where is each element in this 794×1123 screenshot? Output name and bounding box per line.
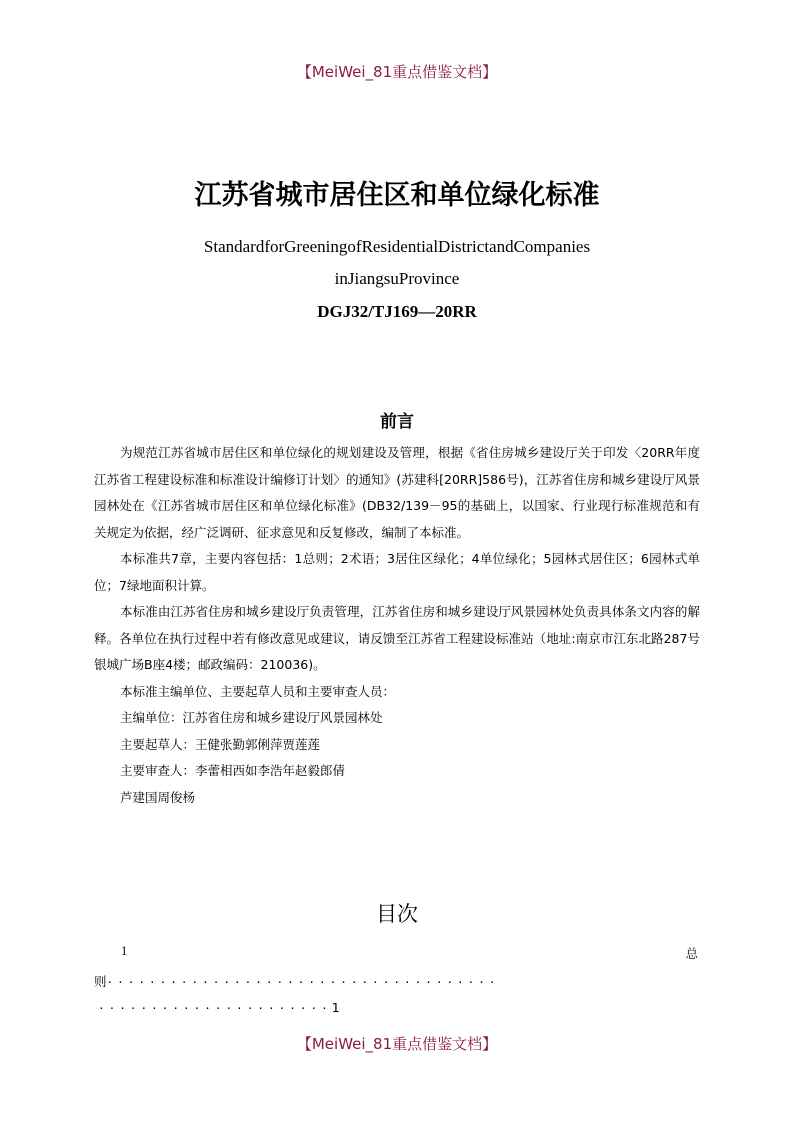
preface-body	[94, 440, 700, 811]
footer-watermark: 【MeiWei_81重点借鉴文档】	[296, 1035, 498, 1053]
toc-entry-page: 1	[331, 1000, 340, 1015]
toc-entry-line-1	[94, 972, 700, 990]
toc-entry-line-2	[98, 1000, 340, 1015]
toc-entry-number: 1	[121, 944, 128, 958]
toc-entry-char-start: 则	[94, 974, 107, 989]
preface-paragraph: 主要审查人：李蕾相西如李浩年赵毅郎倩	[120, 763, 346, 778]
header-watermark: 【MeiWei_81重点借鉴文档】	[296, 63, 498, 81]
toc-dots: ·····································	[106, 976, 500, 989]
document-title: 江苏省城市居住区和单位绿化标准	[194, 180, 600, 211]
preface-paragraph: 本标准主编单位、主要起草人员和主要审查人员：	[120, 683, 396, 699]
standard-code: DGJ32/TJ169—20RR	[317, 302, 477, 321]
toc-dots: ······················	[98, 1002, 332, 1015]
toc-entry-char-end: 总	[685, 946, 698, 961]
preface-paragraph: 本标准共7章，主要内容包括：1总则；2术语；3居住区绿化；4单位绿化；5园林式居住区；6园林式单位；7绿地面积计算。	[94, 551, 700, 593]
preface-paragraph: 主编单位：江苏省住房和城乡建设厅风景园林处	[120, 710, 383, 725]
preface-heading: 前言	[380, 412, 414, 432]
preface-paragraph: 主要起草人：王健张勤郭俐萍贾莲莲	[120, 736, 321, 752]
preface-paragraph: 为规范江苏省城市居住区和单位绿化的规划建设及管理，根据《省住房城乡建设厅关于印发〈20RR年度江苏省工程建设标准和标准设计编修订计划〉的通知》(苏建科[20RR]586号)，江苏省住房和城乡建设厅风景园林处在《江苏省城市居住区和单位绿化标准》(DB32/139－95的基础上，以国家、行业现行标准规范和有关规定为依据，经广泛调研、征求意见和反复修改，编制了本标准。	[94, 445, 700, 540]
toc-heading: 目次	[376, 902, 418, 926]
english-title-line-1: StandardforGreeningofResidentialDistrictandCompanies	[203, 237, 591, 256]
preface-paragraph: 芦建国周俊杨	[120, 789, 196, 805]
english-title-line-2: inJiangsuProvince	[334, 269, 460, 288]
preface-paragraph: 本标准由江苏省住房和城乡建设厅负责管理，江苏省住房和城乡建设厅风景园林处负责具体条文内容的解释。各单位在执行过程中若有修改意见或建议，请反馈至江苏省工程建设标准站（地址:南京市江东北路287号银城广场B座4楼；邮政编码：210036)。	[94, 604, 700, 672]
